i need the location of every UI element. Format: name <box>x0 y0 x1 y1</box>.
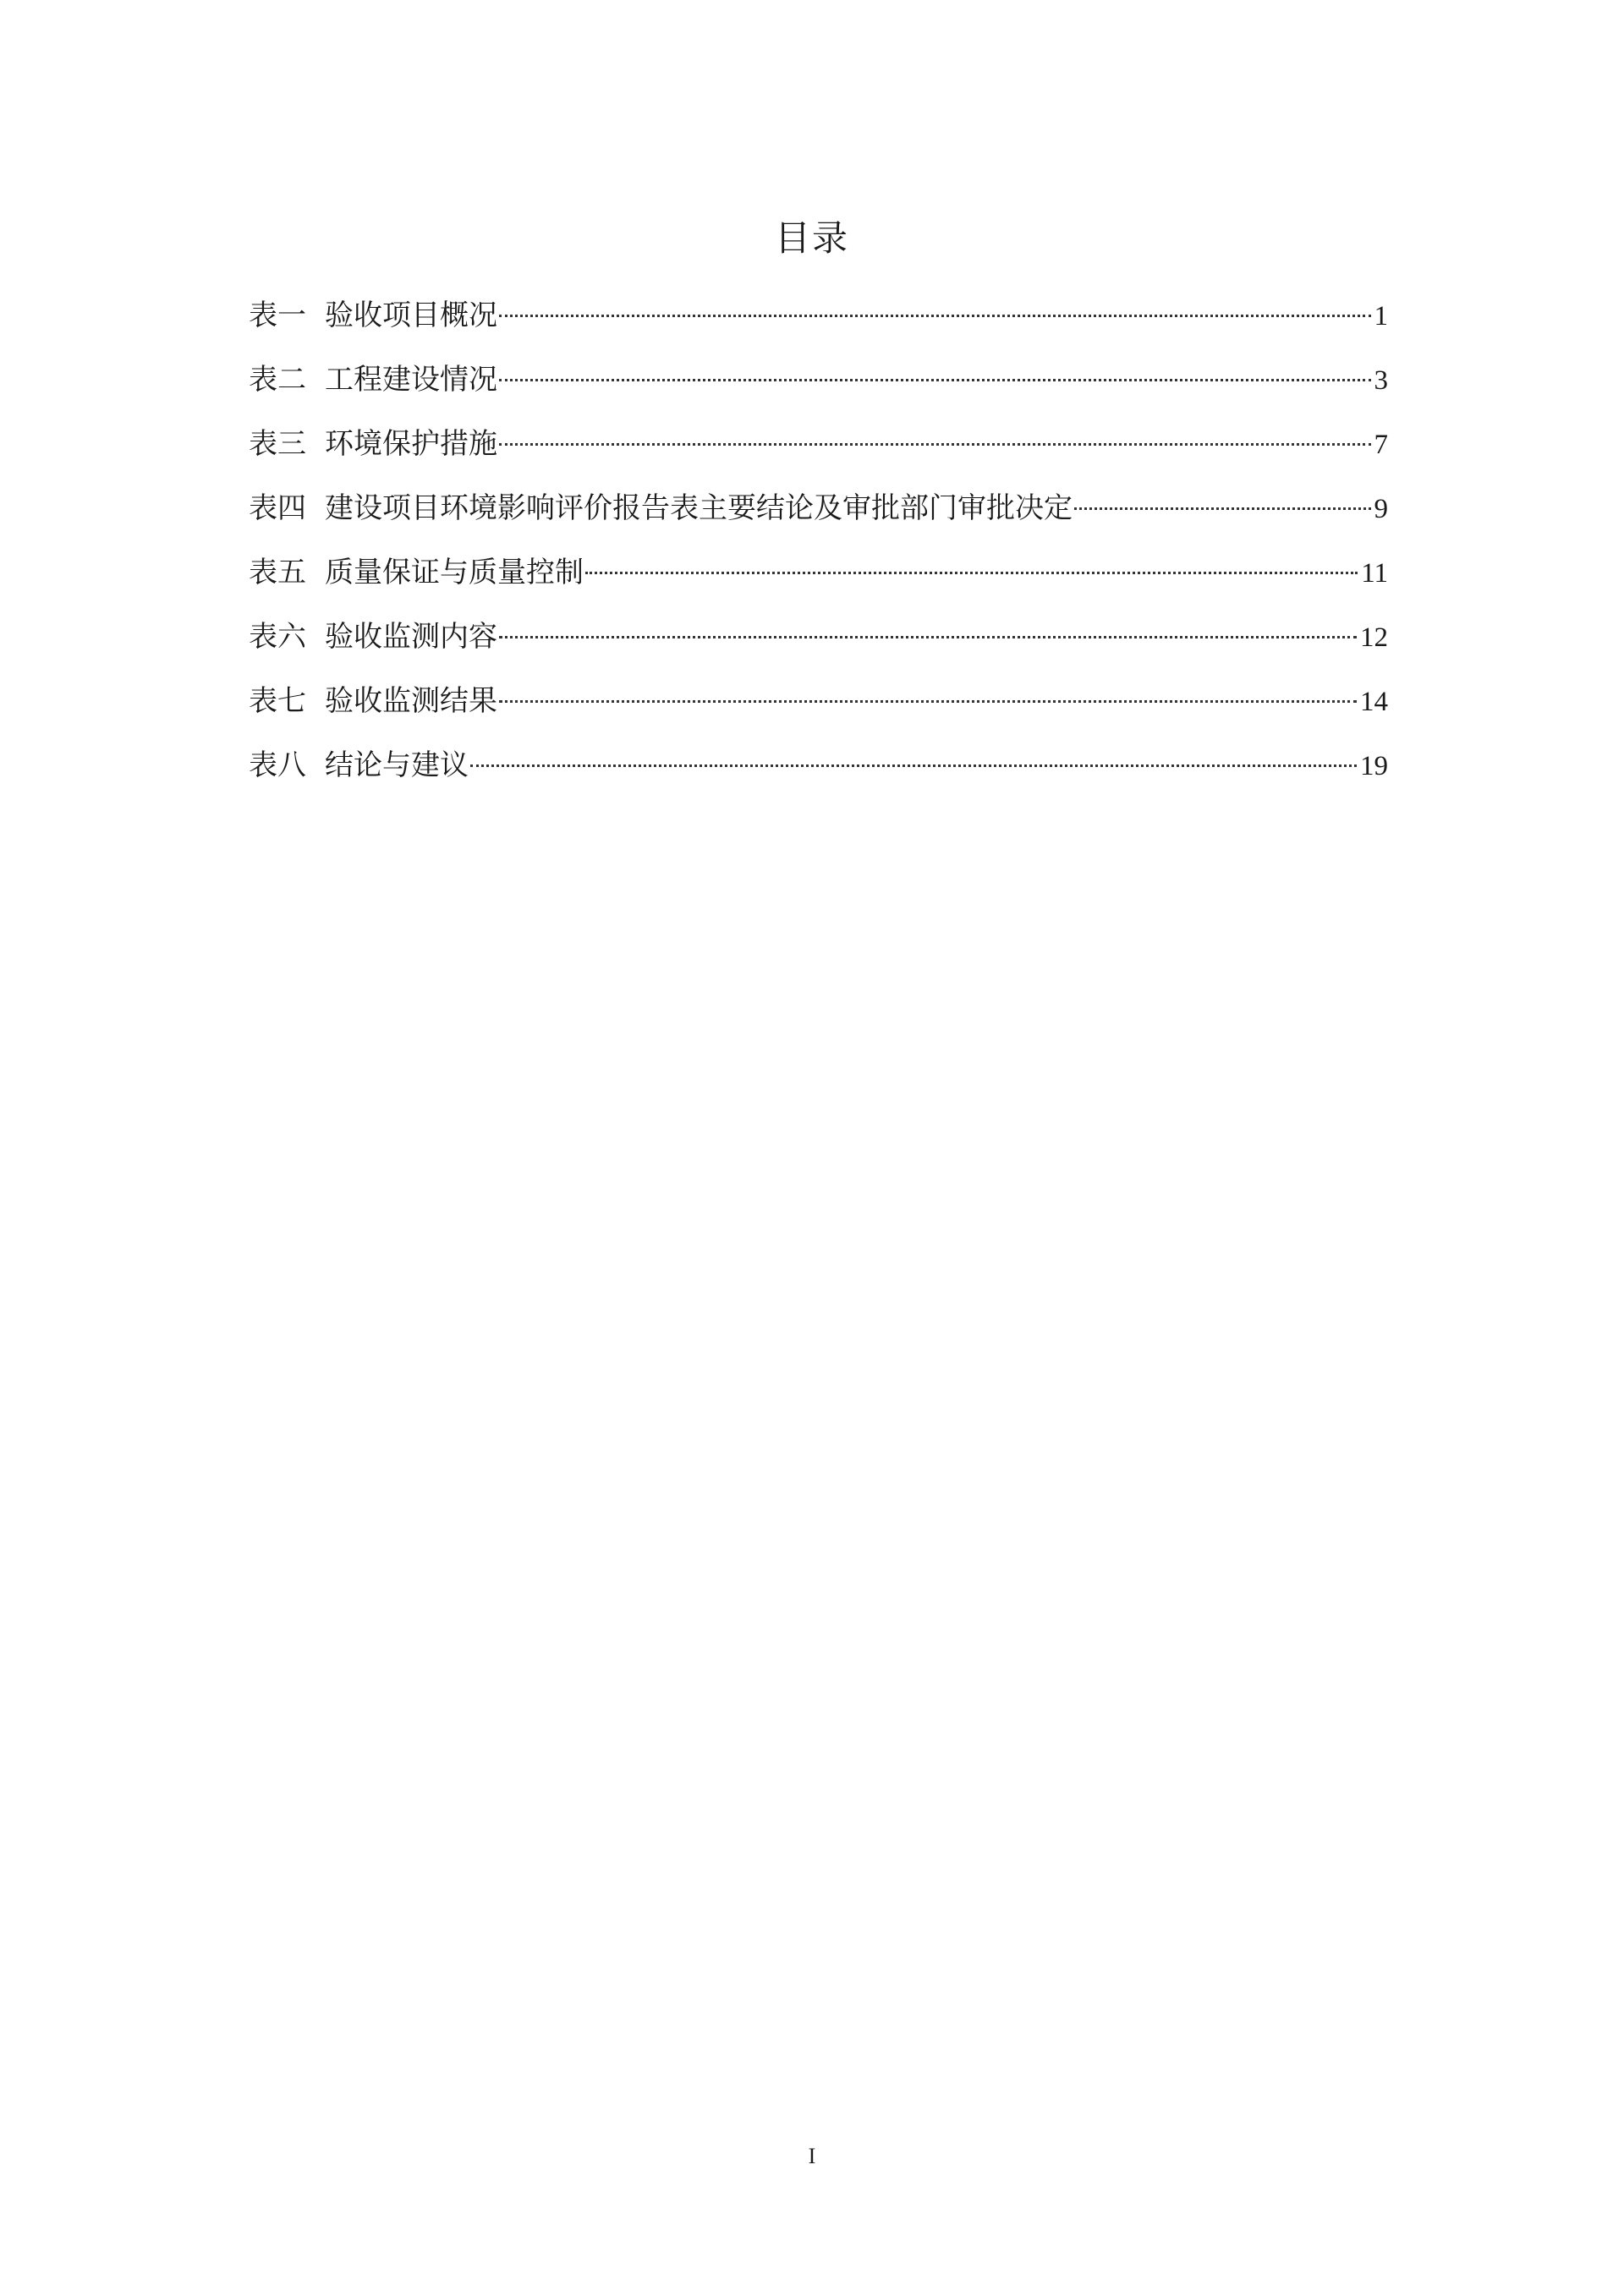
toc-dot-leader <box>499 443 1371 446</box>
toc-entry-page: 9 <box>1374 494 1388 524</box>
toc-entry-number: 表二 <box>249 363 306 397</box>
toc-dot-leader <box>499 379 1371 381</box>
toc-list <box>249 283 1388 797</box>
toc-dot-leader <box>499 636 1357 638</box>
toc-entry-title: 建设项目环境影响评价报告表主要结论及审批部门审批决定 <box>325 491 1073 525</box>
toc-entry-number: 表一 <box>249 299 306 332</box>
toc-entry-title: 验收项目概况 <box>325 299 497 332</box>
toc-title: 目录 <box>774 217 849 259</box>
toc-entry-page: 1 <box>1374 301 1388 332</box>
toc-entry[interactable] <box>249 605 1388 669</box>
toc-entry[interactable] <box>249 540 1388 605</box>
toc-entry-title: 环境保护措施 <box>325 427 497 461</box>
toc-entry[interactable] <box>249 669 1388 733</box>
toc-entry-number: 表七 <box>249 684 306 718</box>
toc-entry-page: 14 <box>1360 687 1388 717</box>
toc-dot-leader <box>1074 507 1371 510</box>
toc-entry-title: 验收监测结果 <box>325 684 497 718</box>
toc-entry-page: 11 <box>1361 558 1388 589</box>
toc-entry-page: 19 <box>1360 751 1388 781</box>
toc-dot-leader <box>499 315 1371 317</box>
toc-entry-number: 表八 <box>249 748 306 782</box>
toc-entry[interactable] <box>249 476 1388 540</box>
toc-entry-page: 7 <box>1374 430 1388 460</box>
toc-entry-title: 质量保证与质量控制 <box>325 556 584 589</box>
toc-entry[interactable] <box>249 412 1388 476</box>
toc-entry-title: 验收监测内容 <box>325 620 497 654</box>
toc-dot-leader <box>585 572 1358 574</box>
toc-entry-title: 工程建设情况 <box>325 363 497 397</box>
toc-entry-page: 12 <box>1360 622 1388 653</box>
toc-entry[interactable] <box>249 733 1388 797</box>
toc-entry[interactable] <box>249 348 1388 412</box>
toc-entry-page: 3 <box>1374 365 1388 396</box>
toc-entry-number: 表六 <box>249 620 306 654</box>
page-number: I <box>808 2144 816 2168</box>
toc-dot-leader <box>499 700 1357 703</box>
toc-entry-number: 表四 <box>249 491 306 525</box>
toc-entry-number: 表三 <box>249 427 306 461</box>
toc-entry-title: 结论与建议 <box>325 748 469 782</box>
toc-dot-leader <box>470 764 1357 767</box>
toc-entry[interactable] <box>249 283 1388 348</box>
toc-entry-number: 表五 <box>249 556 306 589</box>
